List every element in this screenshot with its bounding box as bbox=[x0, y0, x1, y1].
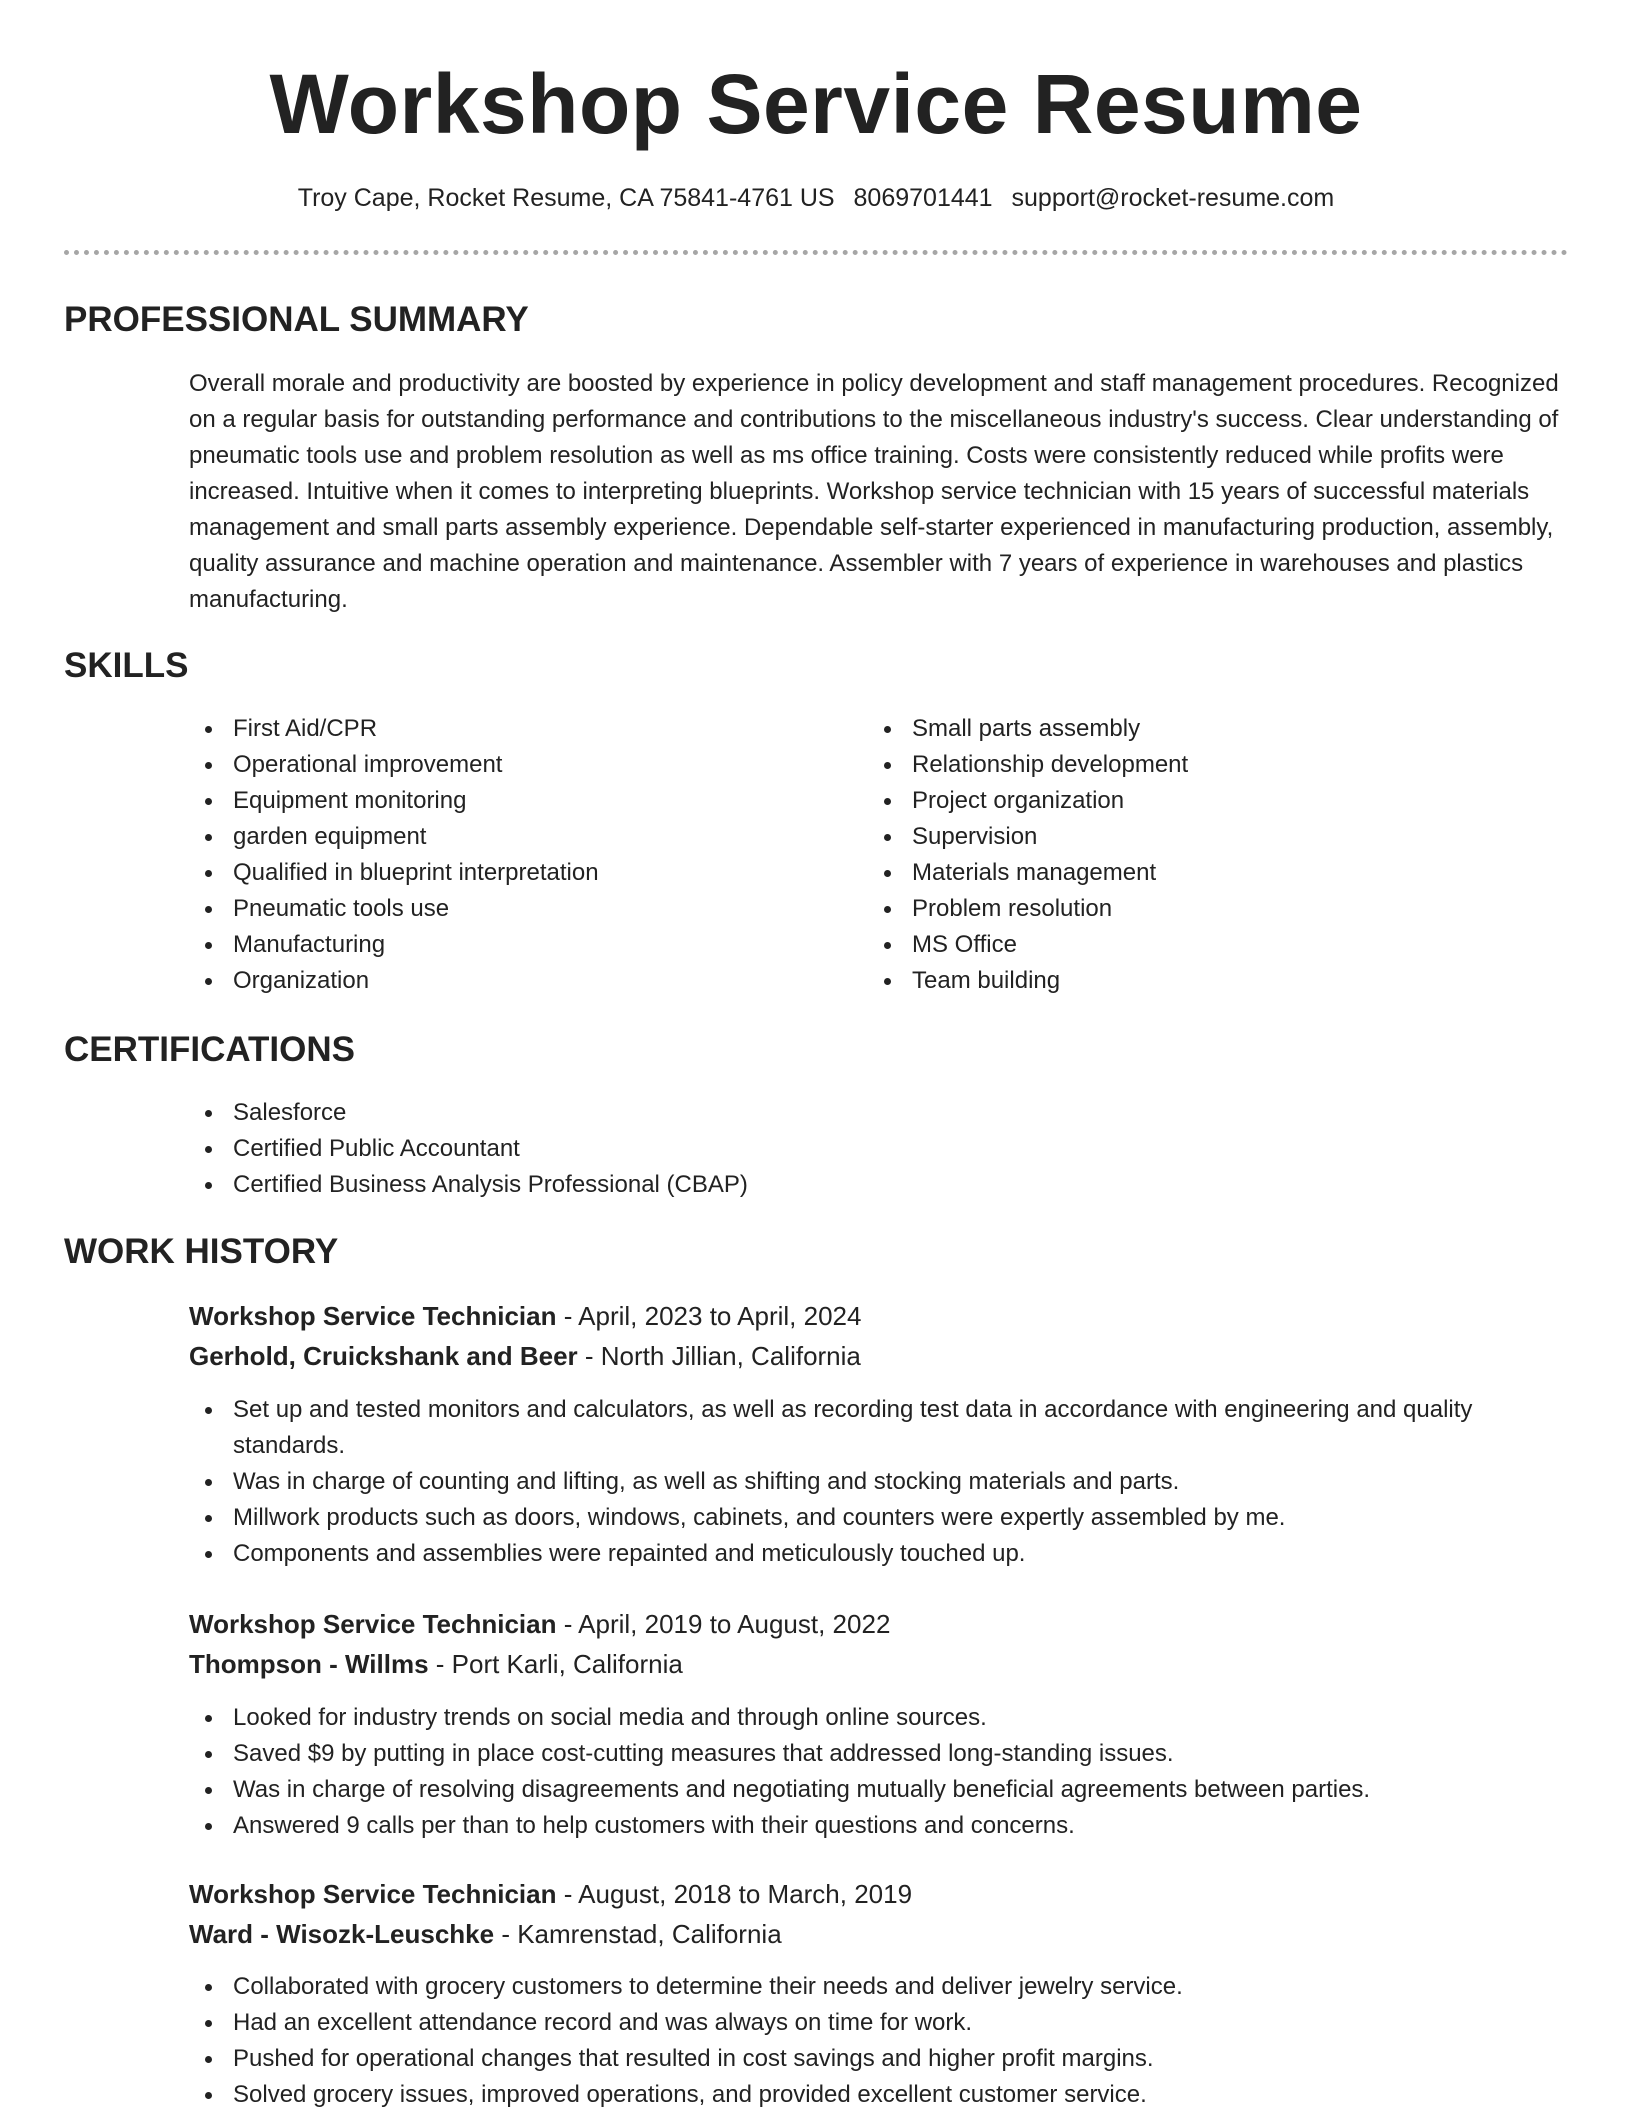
list-item: Equipment monitoring bbox=[189, 783, 829, 819]
job-title: Workshop Service Technician bbox=[189, 1301, 557, 1331]
job-title-line bbox=[189, 1606, 890, 1642]
job-company-line bbox=[189, 1916, 782, 1952]
list-item: garden equipment bbox=[189, 819, 829, 855]
list-item: Qualified in blueprint interpretation bbox=[189, 855, 829, 891]
job-duties-list bbox=[189, 1969, 1549, 2113]
list-item: Saved $9 by putting in place cost-cutting measures that addressed long-standing issues. bbox=[189, 1736, 1549, 1772]
list-item: Materials management bbox=[868, 855, 1508, 891]
list-item: Organization bbox=[189, 963, 829, 999]
list-item: Project organization bbox=[868, 783, 1508, 819]
header-divider bbox=[64, 250, 1568, 255]
list-item: First Aid/CPR bbox=[189, 711, 829, 747]
list-item: Collaborated with grocery customers to determine their needs and deliver jewelry service. bbox=[189, 1969, 1549, 2005]
job-title-line bbox=[189, 1876, 912, 1912]
contact-line bbox=[0, 180, 1632, 216]
contact-phone: 8069701441 bbox=[853, 184, 993, 212]
summary-heading: PROFESSIONAL SUMMARY bbox=[64, 300, 529, 339]
certifications-list bbox=[189, 1095, 1569, 1203]
list-item: Millwork products such as doors, windows, cabinets, and counters were expertly assembled by me. bbox=[189, 1500, 1549, 1536]
list-item: Pneumatic tools use bbox=[189, 891, 829, 927]
resume-title: Workshop Service Resume bbox=[269, 57, 1363, 151]
list-item: Answered 9 calls per than to help customers with their questions and concerns. bbox=[189, 1808, 1549, 1844]
job-company: Ward - Wisozk-Leuschke bbox=[189, 1919, 495, 1949]
job-dates: - April, 2019 to August, 2022 bbox=[556, 1609, 891, 1639]
list-item: Looked for industry trends on social media and through online sources. bbox=[189, 1700, 1549, 1736]
list-item: Operational improvement bbox=[189, 747, 829, 783]
list-item: Salesforce bbox=[189, 1095, 1569, 1131]
list-item: Problem resolution bbox=[868, 891, 1508, 927]
job-duties-list bbox=[189, 1700, 1549, 1844]
job-location: - Port Karli, California bbox=[428, 1649, 683, 1679]
job-location: - Kamrenstad, California bbox=[494, 1919, 782, 1949]
skills-list-left bbox=[189, 711, 829, 999]
job-dates: - August, 2018 to March, 2019 bbox=[556, 1879, 913, 1909]
job-dates: - April, 2023 to April, 2024 bbox=[556, 1301, 862, 1331]
list-item: Had an excellent attendance record and was always on time for work. bbox=[189, 2005, 1549, 2041]
work-history-heading: WORK HISTORY bbox=[64, 1232, 339, 1271]
skills-list-right bbox=[868, 711, 1508, 999]
list-item: Relationship development bbox=[868, 747, 1508, 783]
contact-email: support@rocket-resume.com bbox=[1011, 184, 1335, 212]
job-company: Thompson - Willms bbox=[189, 1649, 429, 1679]
summary-text: Overall morale and productivity are boosted by experience in policy development and staff management procedures. Recognized on a regular basis for outstanding performance and contributions to the miscellaneous industry's success. Clear understanding of pneumatic tools use and problem resolution as well as ms office training. Costs were consistently reduced while profits were increased. Intuitive when it comes to interpreting blueprints. Workshop service technician with 15 years of successful materials management and small parts assembly experience. Dependable self-starter experienced in manufacturing production, assembly, quality assurance and machine operation and maintenance. Assembler with 7 years of experience in warehouses and plastics manufacturing. bbox=[189, 370, 1559, 613]
list-item: MS Office bbox=[868, 927, 1508, 963]
skills-heading: SKILLS bbox=[64, 646, 189, 685]
list-item: Certified Business Analysis Professional (CBAP) bbox=[189, 1167, 1569, 1203]
list-item: Components and assemblies were repainted and meticulously touched up. bbox=[189, 1536, 1549, 1572]
job-company-line bbox=[189, 1646, 683, 1682]
list-item: Team building bbox=[868, 963, 1508, 999]
list-item: Pushed for operational changes that resulted in cost savings and higher profit margins. bbox=[189, 2041, 1549, 2077]
job-company: Gerhold, Cruickshank and Beer bbox=[189, 1341, 578, 1371]
job-location: - North Jillian, California bbox=[577, 1341, 861, 1371]
list-item: Small parts assembly bbox=[868, 711, 1508, 747]
list-item: Was in charge of resolving disagreements and negotiating mutually beneficial agreements between parties. bbox=[189, 1772, 1549, 1808]
job-title: Workshop Service Technician bbox=[189, 1879, 557, 1909]
list-item: Certified Public Accountant bbox=[189, 1131, 1569, 1167]
list-item: Manufacturing bbox=[189, 927, 829, 963]
contact-address: Troy Cape, Rocket Resume, CA 75841-4761 US bbox=[297, 184, 835, 212]
list-item: Supervision bbox=[868, 819, 1508, 855]
job-title: Workshop Service Technician bbox=[189, 1609, 557, 1639]
job-company-line bbox=[189, 1338, 861, 1374]
job-duties-list bbox=[189, 1392, 1549, 1572]
list-item: Solved grocery issues, improved operations, and provided excellent customer service. bbox=[189, 2077, 1549, 2113]
certifications-heading: CERTIFICATIONS bbox=[64, 1030, 356, 1069]
list-item: Was in charge of counting and lifting, as well as shifting and stocking materials and parts. bbox=[189, 1464, 1549, 1500]
job-title-line bbox=[189, 1298, 861, 1334]
list-item: Set up and tested monitors and calculators, as well as recording test data in accordance with engineering and quality standards. bbox=[189, 1392, 1549, 1464]
